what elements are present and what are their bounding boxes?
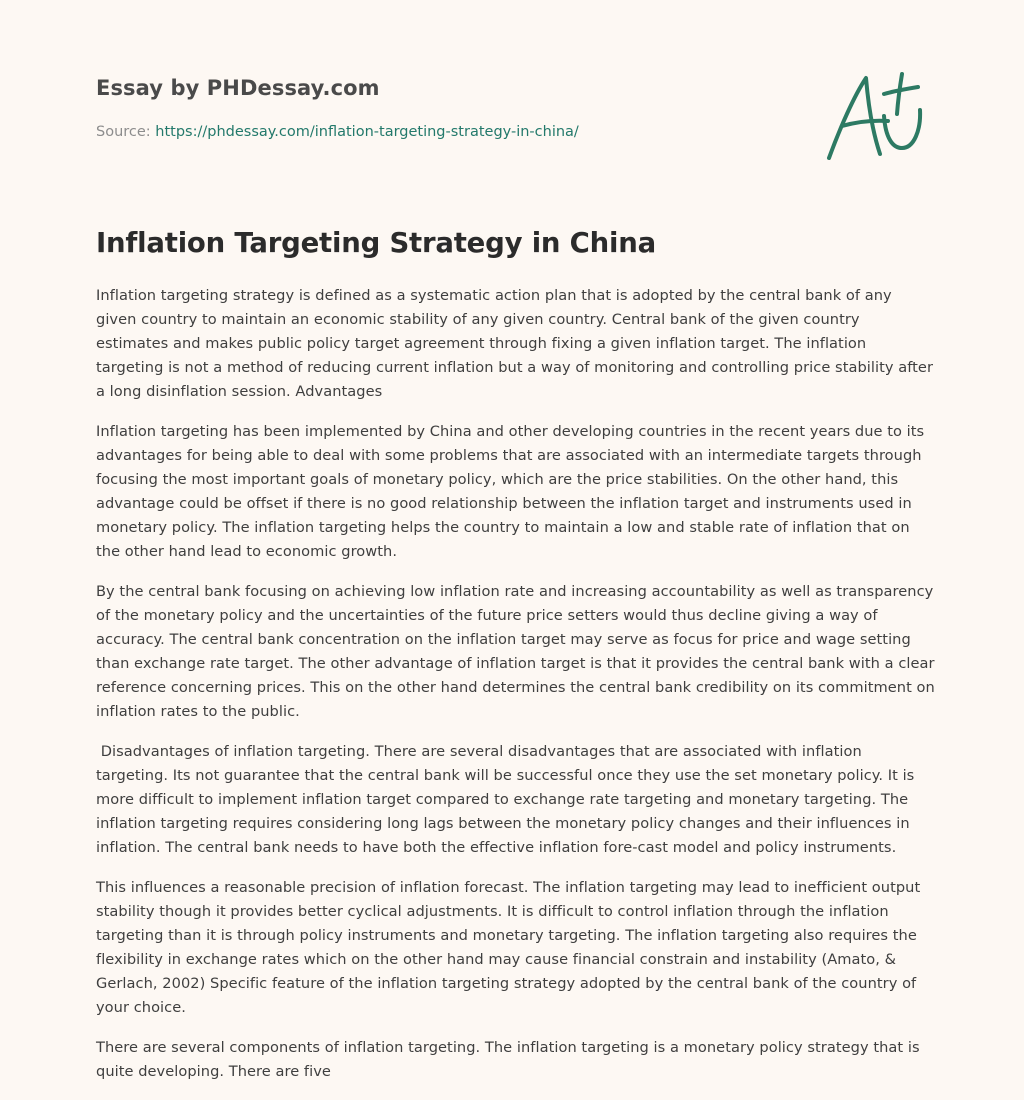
paragraph: Inflation targeting has been implemented by China and other developing countries in the recent years due to its advantages for being able to deal with some problems that are associated with an intermediate targets through focusing the most important goals of monetary policy, which are the price stabilities. On the other hand, this advantage could be offset if there is no good relationship between the inflation target and instruments used in monetary policy. The inflation targeting helps the country to maintain a low and stable rate of inflation that on the other hand lead to economic growth. (96, 423, 925, 560)
paragraph: There are several components of inflation targeting. The inflation targeting is a monetary policy strategy that is quite developing. There are five (96, 1039, 920, 1080)
paragraph: Inflation targeting strategy is defined as a systematic action plan that is adopted by the central bank of any given country to maintain an economic stability of any given country. Central bank of the given country estimates and makes public policy target agreement through fixing a given inflation target. The inflation targeting is not a method of reducing current inflation but a way of monitoring and controlling price stability after a long disinflation session. Advantages (96, 287, 934, 400)
paragraph: Disadvantages of inflation targeting. There are several disadvantages that are associated with inflation targeting. Its not guarantee that the central bank will be successful once they use the set monetary policy. It is more difficult to implement inflation target compared to exchange rate targeting and monetary targeting. The inflation targeting requires considering long lags between the monetary policy changes and their influences in inflation. The central bank needs to have both the effective inflation fore-cast model and policy instruments. (96, 743, 920, 856)
article-body (96, 284, 936, 1100)
source-link[interactable]: https://phdessay.com/inflation-targeting-strategy-in-china/ (155, 124, 579, 140)
paragraph: By the central bank focusing on achieving low inflation rate and increasing accountability as well as transparency of the monetary policy and the uncertainties of the future price setters would thus decline giving a way of accuracy. The central bank concentration on the inflation target may serve as focus for price and wage setting than exchange rate target. The other advantage of inflation target is that it provides the central bank with a clear reference concerning prices. This on the other hand determines the central bank credibility on its commitment on inflation rates to the public. (96, 583, 935, 720)
paragraph: This influences a reasonable precision of inflation forecast. The inflation targeting may lead to inefficient output stability though it provides better cyclical adjustments. It is difficult to control inflation through the inflation targeting than it is through policy instruments and monetary targeting. The inflation targeting also requires the flexibility in exchange rates which on the other hand may cause financial constrain and instability (Amato, & Gerlach, 2002) Specific feature of the inflation targeting strategy adopted by the central bank of the country of your choice. (96, 879, 921, 1016)
source-line (96, 124, 579, 140)
source-label: Source: (96, 124, 156, 140)
site-brand: Essay by PHDessay.com (96, 76, 380, 100)
article-title: Inflation Targeting Strategy in China (96, 227, 657, 259)
a-plus-logo-icon (822, 68, 928, 164)
